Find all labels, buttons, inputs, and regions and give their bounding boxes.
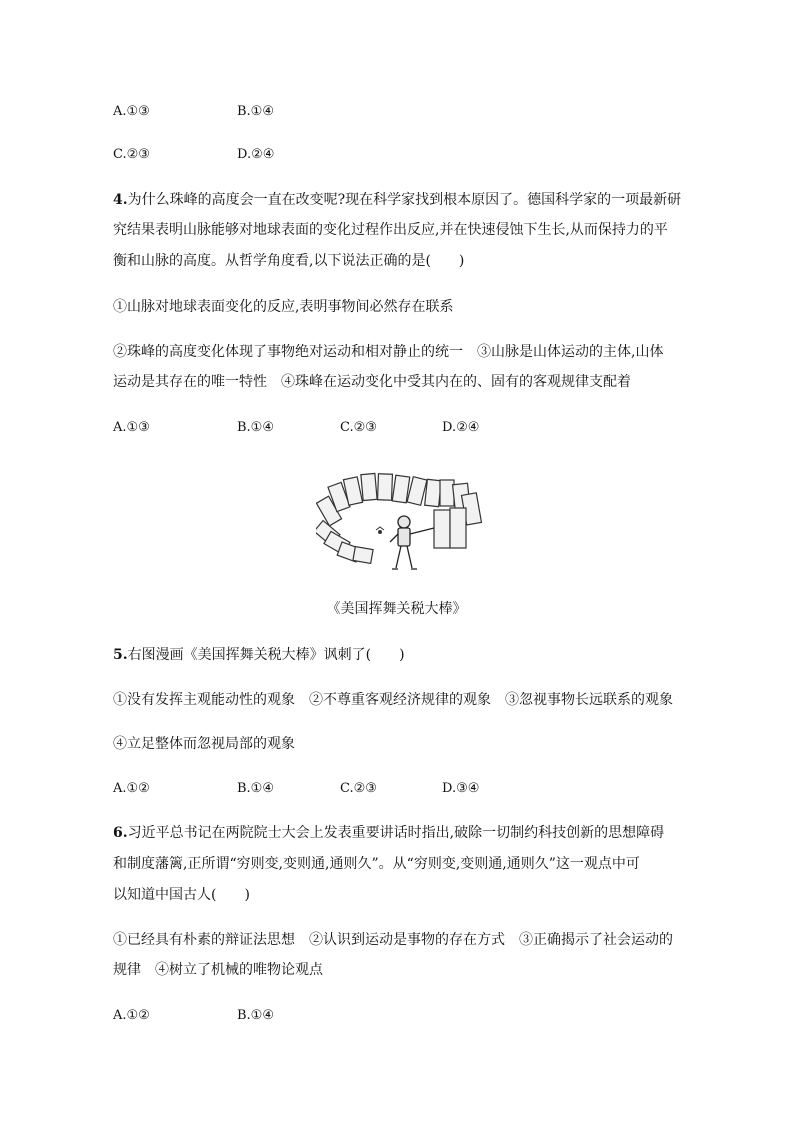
q5-option-b: B.①④ — [237, 781, 274, 796]
q5-option-a: A.①② — [113, 781, 150, 796]
q4-stem-line-1: 4.为什么珠峰的高度会一直在改变呢?现在科学家找到根本原因了。德国科学家的一项最新研 — [113, 192, 682, 208]
q6-statement-2: 规律 ④树立了机械的唯物论观点 — [113, 962, 323, 978]
q5-number: 5. — [113, 647, 128, 663]
q4-statement-3: 运动是其存在的唯一特性 ④珠峰在运动变化中受其内在的、固有的客观规律支配着 — [113, 374, 631, 390]
q4-option-a: A.①③ — [113, 420, 150, 435]
q5-option-d: D.③④ — [442, 781, 480, 796]
q6-number: 6. — [113, 825, 128, 841]
q6-stem-line-2: 和制度藩篱,正所谓“穷则变,变则通,通则久”。从“穷则变,变则通,通则久”这一观点中可 — [113, 856, 640, 872]
q6-option-b: B.①④ — [237, 1008, 274, 1023]
cartoon-dominoes-image — [316, 470, 486, 580]
q6-stem-line-1: 6.习近平总书记在两院院士大会上发表重要讲话时指出,破除一切制约科技创新的思想障碍 — [113, 825, 665, 841]
q5-statement-2: ④立足整体而忽视局部的观象 — [113, 736, 295, 752]
q4-stem-line-3: 衡和山脉的高度。从哲学角度看,以下说法正确的是( ) — [113, 253, 465, 269]
q3-option-c: C.②③ — [113, 147, 150, 162]
figure-caption: 《美国挥舞关税大棒》 — [326, 601, 467, 617]
q3-option-a: A.①③ — [113, 104, 150, 119]
q4-option-d: D.②④ — [442, 420, 480, 435]
q4-statement-1: ①山脉对地球表面变化的反应,表明事物间必然存在联系 — [113, 299, 454, 315]
q4-number: 4. — [113, 192, 128, 208]
q4-option-c: C.②③ — [340, 420, 377, 435]
q5-stem: 5.右图漫画《美国挥舞关税大棒》讽刺了( ) — [113, 647, 405, 663]
q4-option-b: B.①④ — [237, 420, 274, 435]
q6-option-a: A.①② — [113, 1008, 150, 1023]
q6-statement-1: ①已经具有朴素的辩证法思想 ②认识到运动是事物的存在方式 ③正确揭示了社会运动的 — [113, 932, 673, 948]
q3-option-b: B.①④ — [237, 104, 274, 119]
q5-option-c: C.②③ — [340, 781, 377, 796]
q4-stem-line-2: 究结果表明山脉能够对地球表面的变化过程作出反应,并在快速侵蚀下生长,从而保持力的平 — [113, 222, 668, 238]
q4-statement-2: ②珠峰的高度变化体现了事物绝对运动和相对静止的统一 ③山脉是山体运动的主体,山体 — [113, 344, 664, 360]
q3-option-d: D.②④ — [237, 147, 275, 162]
q5-statement-1: ①没有发挥主观能动性的观象 ②不尊重客观经济规律的观象 ③忽视事物长远联系的观象 — [113, 692, 673, 708]
q6-stem-line-3: 以知道中国古人( ) — [113, 887, 250, 903]
